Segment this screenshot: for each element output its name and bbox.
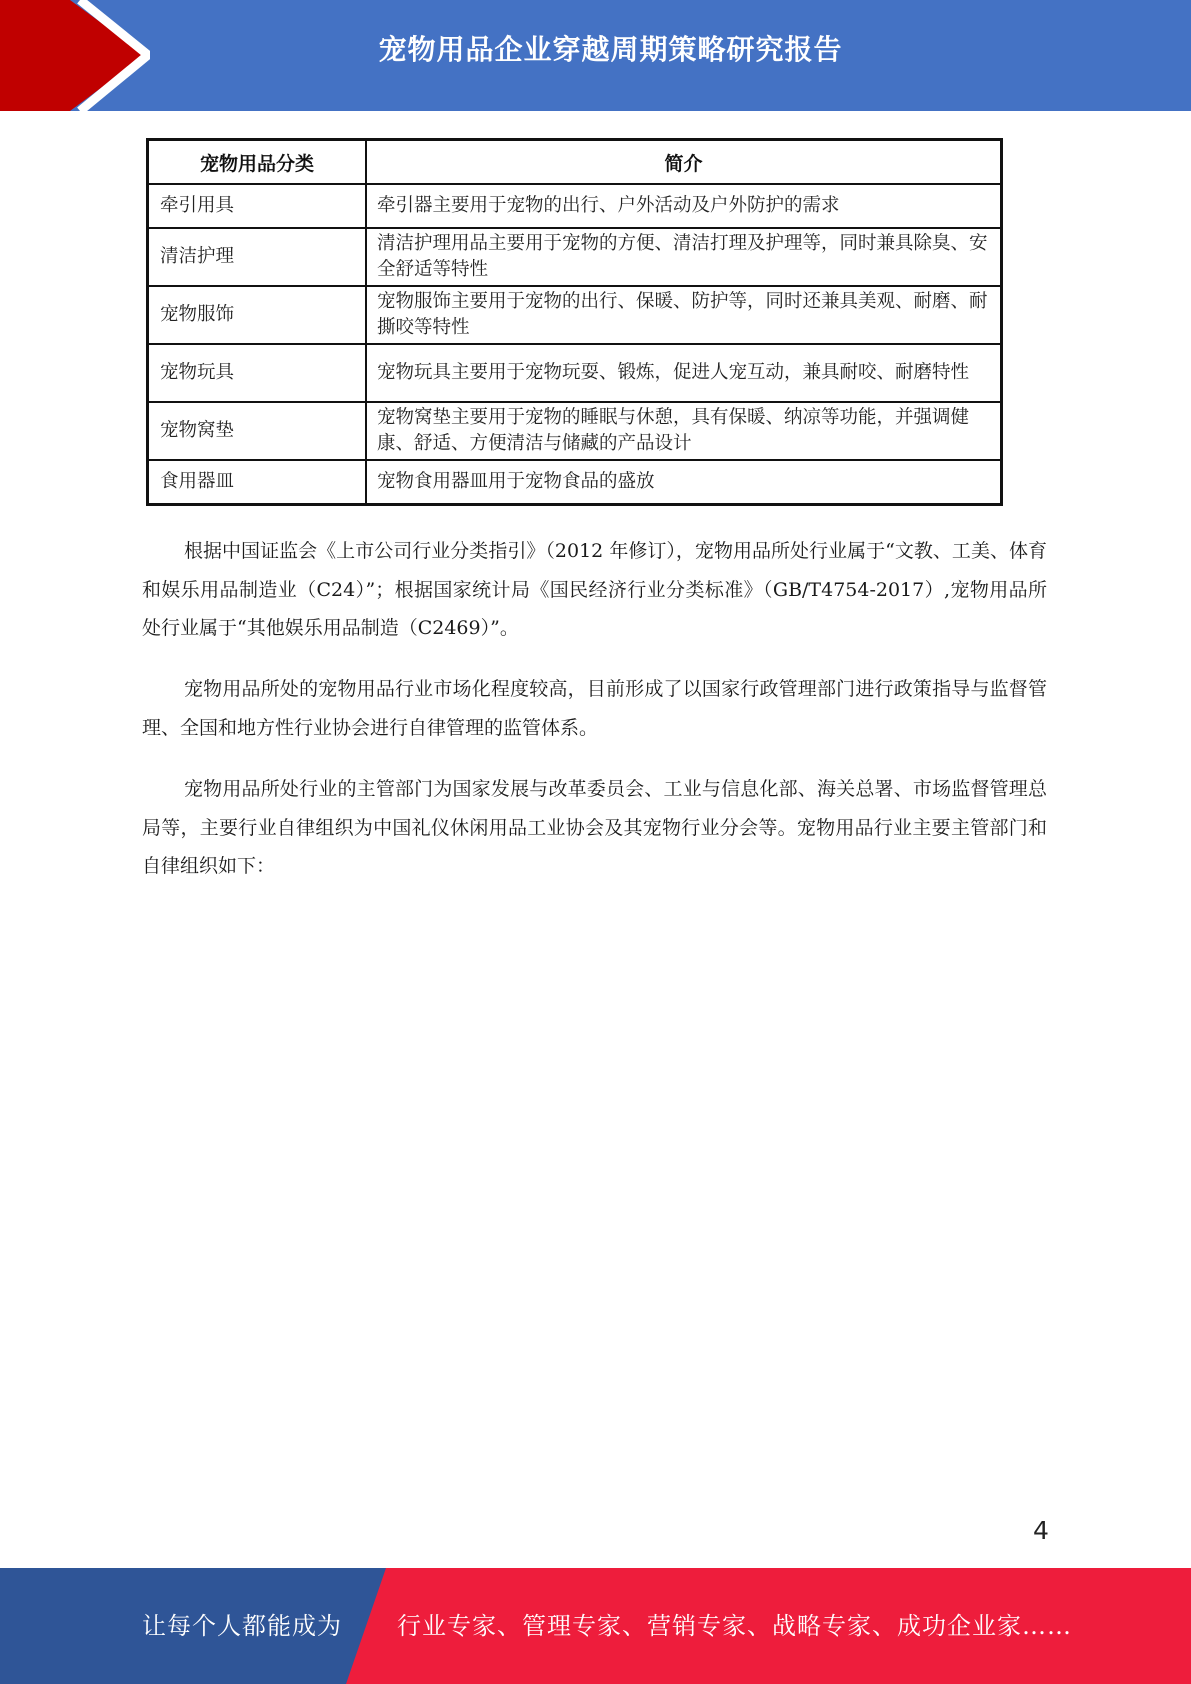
footer-slogan-left: 让每个人都能成为 (142, 1612, 342, 1640)
category-cell: 食用器皿 (148, 460, 367, 505)
paragraph-authorities: 宠物用品所处行业的主管部门为国家发展与改革委员会、工业与信息化部、海关总署、市场监督管理总局等，主要行业自律组织为中国礼仪休闲用品工业协会及其宠物行业分会等。宠物用品行业主要主管部门和自律组织如下： (142, 778, 1047, 877)
description-cell: 牵引器主要用于宠物的出行、户外活动及户外防护的需求 (366, 184, 1002, 228)
footer-band (0, 1568, 1191, 1684)
category-cell: 宠物玩具 (148, 344, 367, 402)
paragraph-regulatory-system: 宠物用品所处的宠物用品行业市场化程度较高，目前形成了以国家行政管理部门进行政策指导与监督管理、全国和地方性行业协会进行自律管理的监管体系。 (142, 678, 1047, 739)
report-title: 宠物用品企业穿越周期策略研究报告 (378, 33, 843, 66)
category-cell: 牵引用具 (148, 184, 367, 228)
description-cell: 宠物玩具主要用于宠物玩耍、锻炼，促进人宠互动，兼具耐咬、耐磨特性 (366, 344, 1002, 402)
table-row (148, 286, 1002, 344)
category-cell: 宠物窝垫 (148, 402, 367, 460)
column-header-category: 宠物用品分类 (148, 140, 367, 185)
header-band (0, 0, 1191, 111)
description-cell: 宠物食用器皿用于宠物食品的盛放 (366, 460, 1002, 505)
category-cell: 清洁护理 (148, 228, 367, 286)
table-row (148, 228, 1002, 286)
table-row (148, 344, 1002, 402)
table-row (148, 460, 1002, 505)
description-cell: 宠物窝垫主要用于宠物的睡眠与休憩，具有保暖、纳凉等功能，并强调健康、舒适、方便清洁与储藏的产品设计 (366, 402, 1002, 460)
description-cell: 宠物服饰主要用于宠物的出行、保暖、防护等，同时还兼具美观、耐磨、耐撕咬等特性 (366, 286, 1002, 344)
column-header-description: 简介 (366, 140, 1002, 185)
table-row (148, 184, 1002, 228)
footer-slogan-right: 行业专家、管理专家、营销专家、战略专家、成功企业家…… (397, 1612, 1072, 1640)
table-header-row (148, 140, 1002, 185)
category-cell: 宠物服饰 (148, 286, 367, 344)
paragraph-industry-classification: 根据中国证监会《上市公司行业分类指引》（2012 年修订），宠物用品所处行业属于“文教、工美、体育和娱乐用品制造业（C24）”；根据国家统计局《国民经济行业分类标准》（GB/T4754-2017）,宠物用品所处行业属于“其他娱乐用品制造（C2469）”。 (142, 540, 1047, 639)
table-row (148, 402, 1002, 460)
pet-supplies-category-table (146, 138, 1003, 506)
page-number: 4 (1033, 1516, 1049, 1545)
description-cell: 清洁护理用品主要用于宠物的方便、清洁打理及护理等，同时兼具除臭、安全舒适等特性 (366, 228, 1002, 286)
